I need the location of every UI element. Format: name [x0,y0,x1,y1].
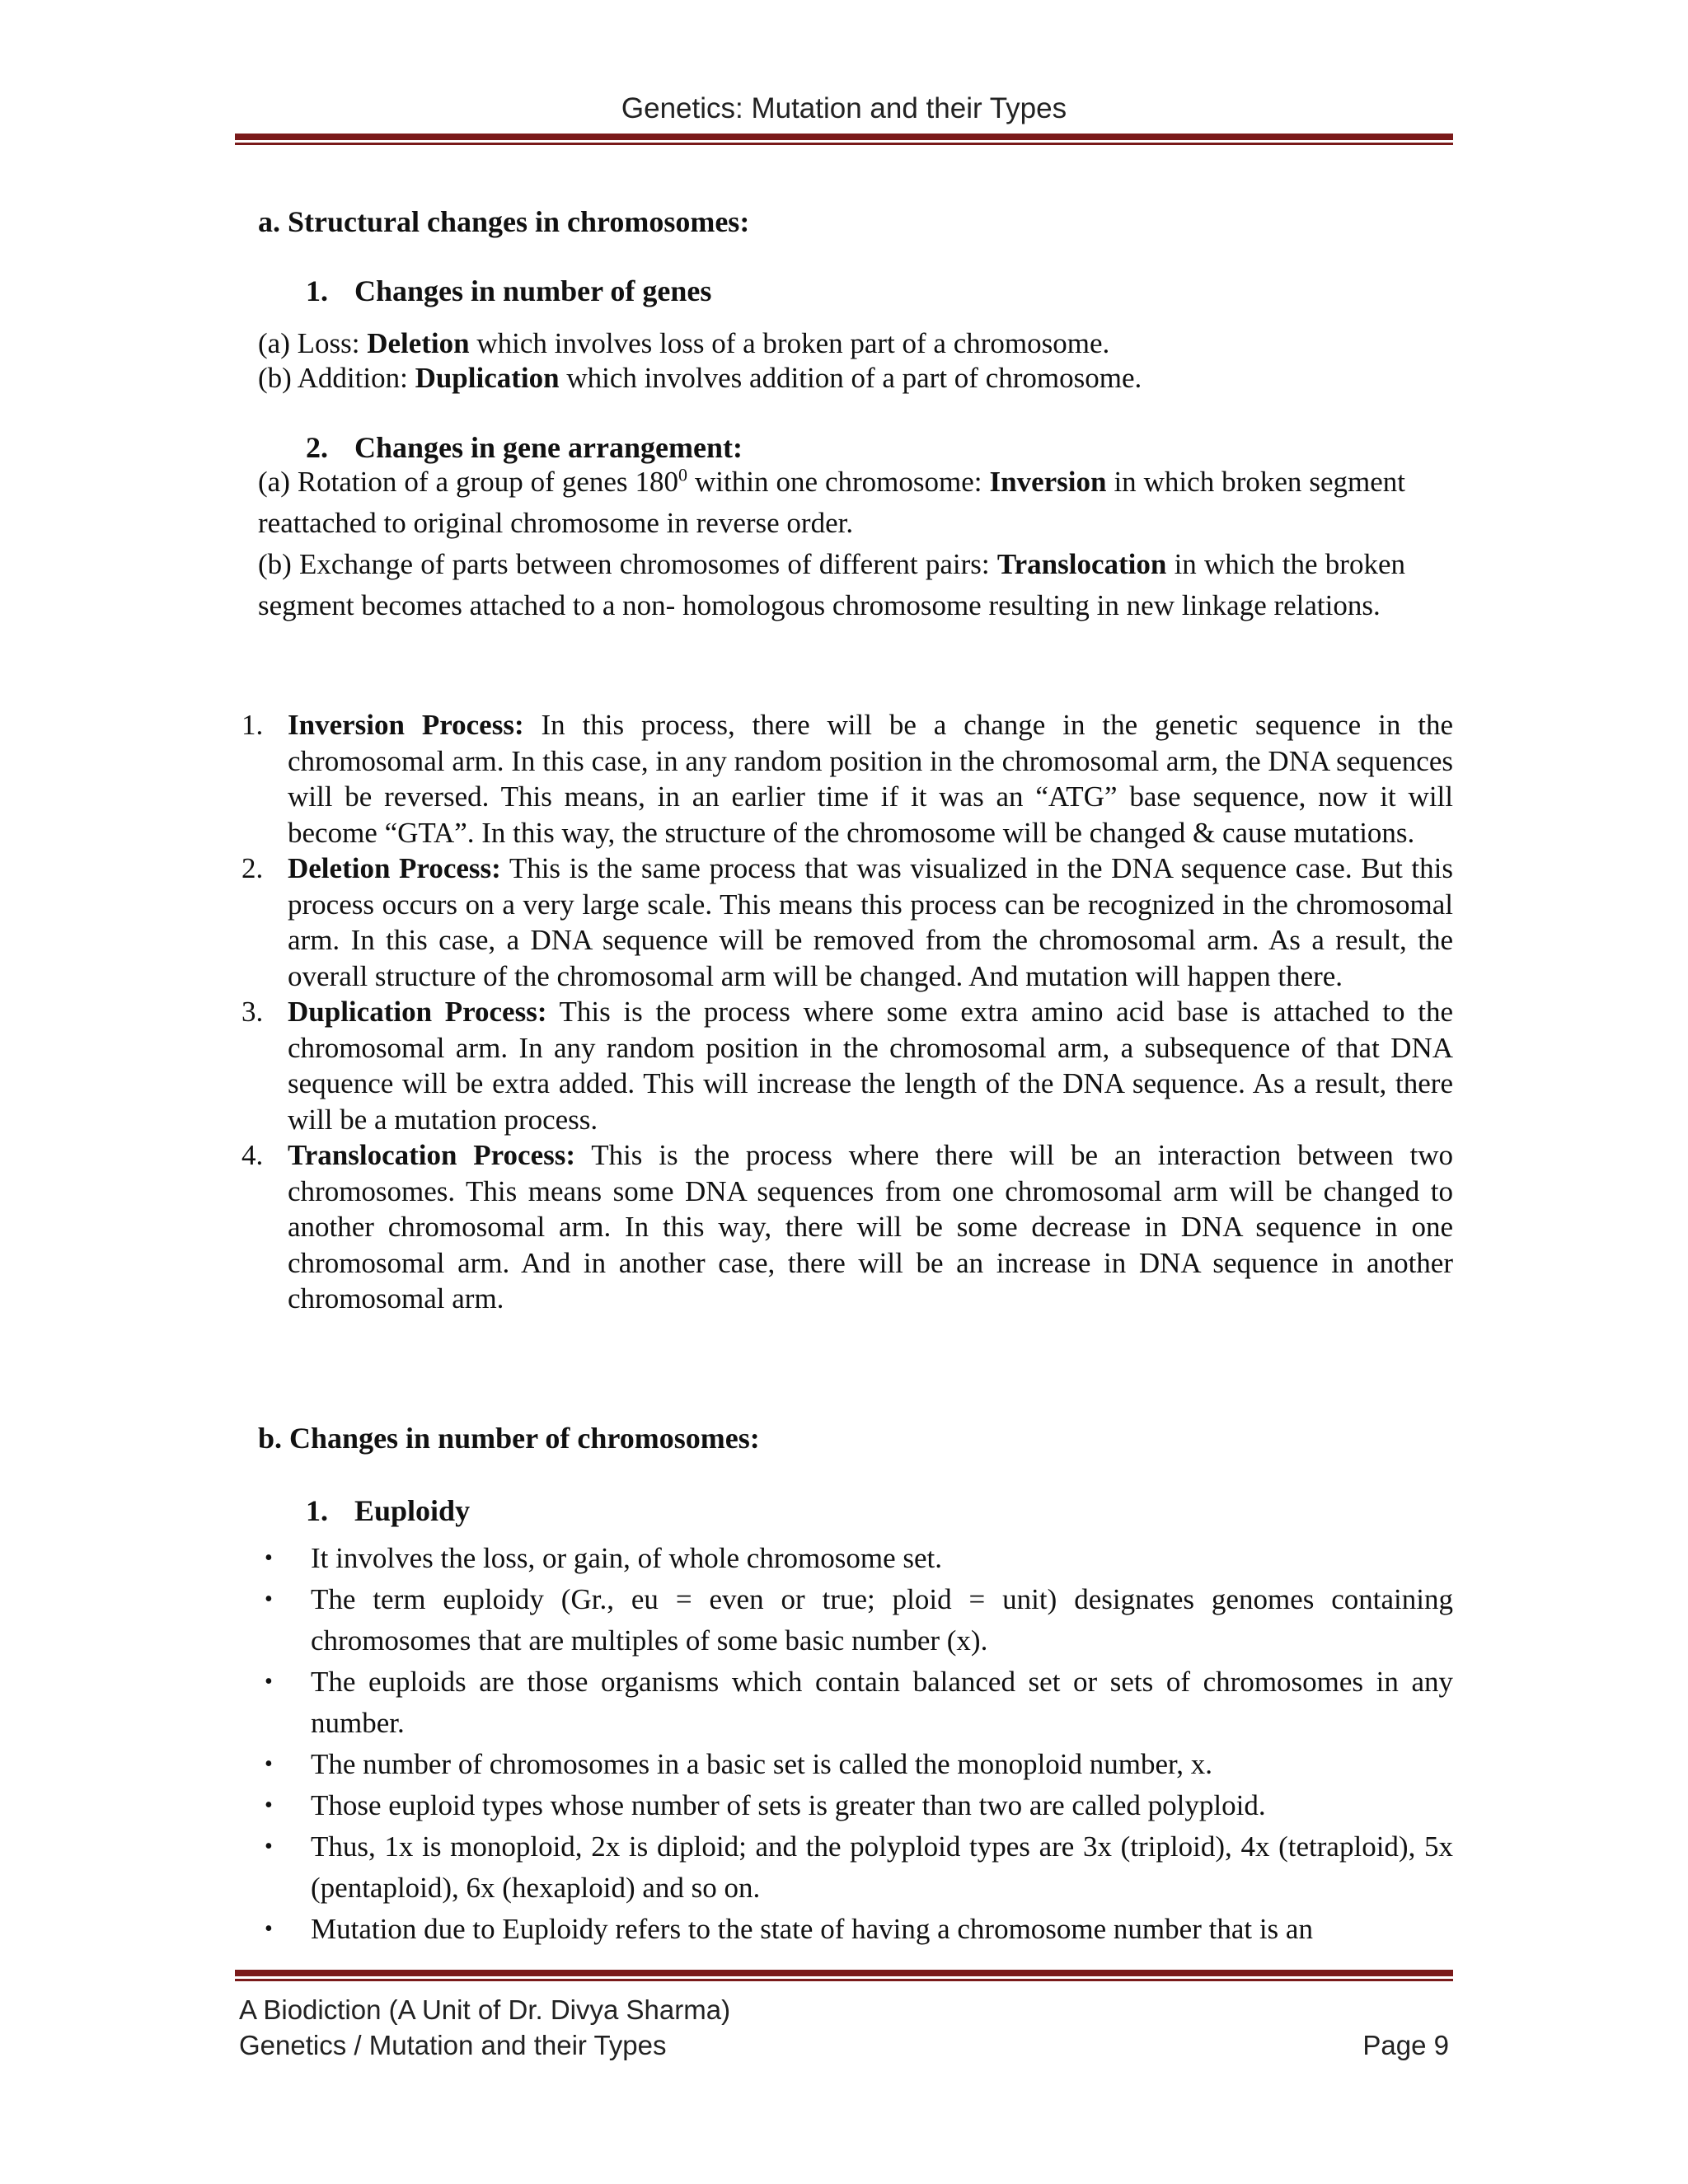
bullet-icon: • [265,1586,273,1612]
bullet-icon: • [265,1545,273,1571]
list-item [258,1661,1453,1744]
euploidy-number: 1. [306,1494,328,1527]
bullet-text: Mutation due to Euploidy refers to the state of having a chromosome number that is an [311,1913,1313,1945]
footer-rule [235,1970,1453,1981]
term-translocation: Translocation [996,548,1167,580]
list-item [258,1579,1453,1661]
footer-publisher: A Biodiction (A Unit of Dr. Divya Sharma) [239,1994,731,2025]
list-item [258,1909,1453,1950]
sub2-para-a [258,462,1405,544]
section-b-heading: b. Changes in number of chromosomes: [258,1422,760,1455]
item-number: 3. [241,996,264,1028]
section-a-sub1-heading [306,274,711,309]
item-text: This is the process where there will be an interaction between two chromosomes. This means some DNA sequences from one chromosomal arm will be changed to another chromosomal arm. In this way, there will be some decrease in DNA sequence in one chromosomal arm. And in another case, there will be an increase in DNA sequence in another chromosomal arm. [288,1139,1454,1315]
item-term: Translocation Process: [288,1139,576,1171]
euploidy-bullet-list [258,1538,1453,1950]
sub1-number: 1. [306,274,328,307]
sub2-title: Changes in gene arrangement: [354,431,743,464]
euploidy-title: Euploidy [354,1494,471,1527]
bullet-icon: • [265,1834,273,1859]
list-item [235,707,1453,851]
section-a-sub2-heading [306,430,743,466]
term-inversion: Inversion [989,466,1107,498]
para-a-prefix: (a) Rotation of a group of genes 180 [258,466,679,498]
sub1-title: Changes in number of genes [354,274,712,307]
bullet-text: The number of chromosomes in a basic set is called the monoploid number, x. [311,1748,1213,1780]
line-a-prefix: (a) Loss: [258,327,368,359]
footer-page-number: Page 9 [1362,2030,1449,2060]
section-b-sub1-heading [306,1493,470,1529]
sub1-line-a [258,326,1405,361]
line-a-rest: which involves loss of a broken part of a chromosome. [469,327,1110,359]
bullet-text: The term euploidy (Gr., eu = even or true; ploid = unit) designates genomes containing chromosomes that are multiples of some basic number (x). [311,1583,1453,1657]
item-number: 4. [241,1139,264,1171]
list-item [235,1137,1453,1317]
sub1-line-b [258,360,1405,396]
para-a-mid: within one chromosome: [687,466,990,498]
list-item [235,994,1453,1137]
list-item [258,1826,1453,1909]
running-header-title: Genetics: Mutation and their Types [621,92,1067,124]
item-number: 1. [241,709,264,741]
list-item [235,851,1453,994]
item-term: Duplication Process: [288,996,547,1028]
section-a-heading: a. Structural changes in chromosomes: [258,205,750,238]
footer-doc-title: Genetics / Mutation and their Types [239,2030,667,2060]
item-text: In this process, there will be a change in the genetic sequence in the chromosomal arm. In this case, in any random position in the chromosomal arm, the DNA sequences will be reversed. This means, in an earlier time if it was an “ATG” base sequence, now it will become “GTA”. In this way, the structure of the chromosome will be changed & cause mutations. [288,709,1453,849]
bullet-text: The euploids are those organisms which contain balanced set or sets of chromosomes in any number. [311,1666,1453,1739]
bullet-icon: • [265,1793,273,1818]
header-rule [235,134,1453,145]
item-text: This is the same process that was visualized in the DNA sequence case. But this process occurs on a very large scale. This means this process can be recognized in the chromosomal arm. In this case, a DNA sequence will be removed from the chromosomal arm. As a result, the overall structure of the chromosomal arm will be changed. And mutation will happen there. [288,852,1454,992]
item-text: This is the process where some extra amino acid base is attached to the chromosomal arm. In any random position in the chromosomal arm, a subsequence of that DNA sequence will be extra added. This will increase the length of the DNA sequence. As a result, there will be a mutation process. [288,996,1453,1136]
list-item [258,1538,1453,1579]
para-b-rest: in which the broken segment becomes attached to a non- homologous chromosome resulting in new linkage relations. [258,548,1405,621]
list-item [258,1785,1453,1826]
item-number: 2. [241,852,264,884]
line-b-rest: which involves addition of a part of chromosome. [559,362,1142,394]
bullet-icon: • [265,1751,273,1777]
bullet-text: Thus, 1x is monoploid, 2x is diploid; and the polyploid types are 3x (triploid), 4x (tetraploid), 5x (pentaploid), 6x (hexaploid) and so on. [311,1830,1453,1904]
term-deletion: Deletion [367,327,470,359]
sub2-para-b [258,544,1405,626]
process-list [235,707,1453,1317]
item-term: Deletion Process: [288,852,501,884]
list-item [258,1744,1453,1785]
para-a-rest: in which broken segment reattached to original chromosome in reverse order. [258,466,1405,539]
line-b-prefix: (b) Addition: [258,362,415,394]
bullet-icon: • [265,1669,273,1694]
para-b-prefix: (b) Exchange of parts between chromosomes of different pairs: [258,548,997,580]
item-term: Inversion Process: [288,709,524,741]
bullet-text: It involves the loss, or gain, of whole chromosome set. [311,1542,942,1574]
bullet-text: Those euploid types whose number of sets is greater than two are called polyploid. [311,1789,1266,1821]
degree-superscript: 0 [678,464,688,485]
sub2-number: 2. [306,431,328,464]
term-duplication: Duplication [415,362,560,394]
bullet-icon: • [265,1916,273,1942]
